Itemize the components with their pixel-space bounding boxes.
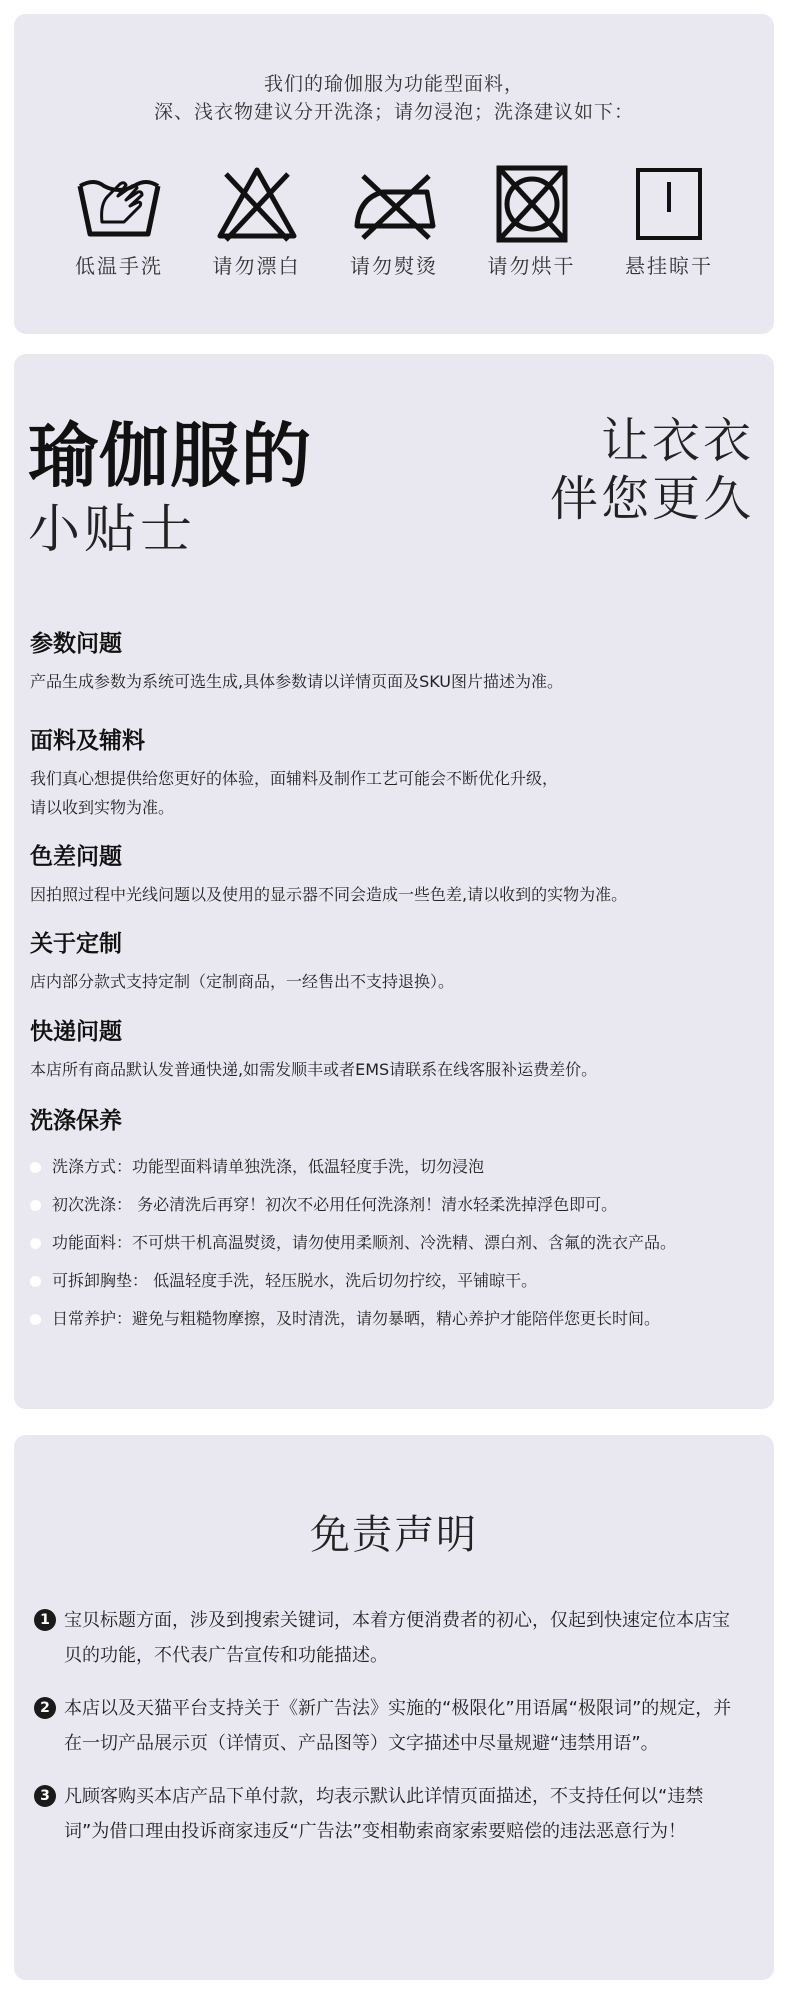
no-iron-icon	[349, 164, 439, 244]
section-title: 色差问题	[30, 844, 122, 870]
section-text	[30, 667, 758, 696]
care-label-hand-wash: 低温手洗	[75, 254, 163, 278]
tips-subtitle: 小贴士	[28, 500, 197, 560]
disclaimer-number-badge: 2	[34, 1697, 56, 1719]
section-fabric	[30, 726, 758, 822]
disclaimer-text: 本店以及天猫平台支持关于《新广告法》实施的“极限化”用语属“极限词”的规定，并在一切产品展示页（详情页、产品图等）文字描述中尽量规避“违禁用语”。	[64, 1698, 732, 1754]
list-item: 可拆卸胸垫： 低温轻度手洗，轻压脱水，洗后切勿拧绞，平铺晾干。	[30, 1262, 758, 1300]
section-title: 参数问题	[30, 631, 122, 657]
care-intro	[14, 70, 774, 126]
disclaimer-item	[34, 1691, 738, 1761]
section-parameters	[30, 629, 758, 696]
section-line: 店内部分款式支持定制（定制商品，一经售出不支持退换）。	[30, 972, 455, 991]
tips-card	[14, 354, 774, 1409]
tips-slogan	[550, 412, 754, 528]
hang-dry-icon	[624, 164, 714, 244]
disclaimer-number-badge: 1	[34, 1609, 56, 1631]
section-line: 产品生成参数为系统可选生成,具体参数请以详情页面及SKU图片描述为准。	[30, 672, 564, 691]
section-title: 快递问题	[30, 1019, 122, 1045]
tips-hero	[28, 414, 312, 562]
care-intro-line1: 我们的瑜伽服为功能型面料，	[263, 73, 524, 95]
section-customization	[30, 929, 758, 996]
list-item: 日常养护：避免与粗糙物摩擦，及时清洗，请勿暴晒，精心养护才能陪伴您更长时间。	[30, 1300, 758, 1338]
section-text	[30, 880, 758, 909]
care-item-hand-wash	[54, 164, 184, 279]
list-item: 初次洗涤： 务必清洗后再穿！初次不必用任何洗涤剂！清水轻柔洗掉浮色即可。	[30, 1186, 758, 1224]
section-title: 面料及辅料	[30, 728, 145, 754]
hand-wash-icon	[74, 164, 164, 244]
list-item: 洗涤方式：功能型面料请单独洗涤，低温轻度手洗，切勿浸泡	[30, 1148, 758, 1186]
no-bleach-icon	[212, 164, 302, 244]
section-text	[30, 967, 758, 996]
section-line: 请以收到实物为准。	[30, 798, 175, 817]
section-title: 关于定制	[30, 931, 122, 957]
care-item-no-bleach	[192, 164, 322, 279]
list-item: 功能面料：不可烘干机高温熨烫，请勿使用柔顺剂、冷洗精、漂白剂、含氟的洗衣产品。	[30, 1224, 758, 1262]
disclaimer-number-badge: 3	[34, 1785, 56, 1807]
section-line: 本店所有商品默认发普通快递,如需发顺丰或者EMS请联系在线客服补运费差价。	[30, 1060, 598, 1079]
care-label-no-tumble-dry: 请勿烘干	[487, 254, 576, 278]
care-icon-row	[54, 164, 734, 279]
care-intro-line2: 深、浅衣物建议分开洗涤；请勿浸泡；洗涤建议如下：	[153, 101, 634, 123]
care-item-no-iron	[329, 164, 459, 279]
disclaimer-text: 凡顾客购买本店产品下单付款，均表示默认此详情页面描述，不支持任何以“违禁词”为借口理由投诉商家违反“广告法”变相勒索商家索要赔偿的违法恶意行为！	[64, 1786, 704, 1842]
care-label-hang-dry: 悬挂晾干	[625, 254, 713, 278]
section-title: 洗涤保养	[30, 1108, 122, 1134]
disclaimer-text: 宝贝标题方面，涉及到搜索关键词，本着方便消费者的初心，仅起到快速定位本店宝贝的功能，不代表广告宣传和功能描述。	[64, 1610, 730, 1666]
care-label-no-bleach: 请勿漂白	[212, 254, 301, 278]
section-shipping	[30, 1017, 758, 1084]
tips-slogan-line2: 伴您更久	[549, 471, 754, 527]
tips-title: 瑜伽服的	[28, 415, 312, 497]
care-item-hang-dry	[604, 164, 734, 279]
disclaimer-card	[14, 1435, 774, 1980]
disclaimer-item	[34, 1603, 738, 1673]
section-line: 因拍照过程中光线问题以及使用的显示器不同会造成一些色差,请以收到的实物为准。	[30, 885, 628, 904]
tips-slogan-line1: 让衣衣	[600, 413, 754, 469]
disclaimer-title: 免责声明	[310, 1512, 478, 1558]
section-text	[30, 1055, 758, 1084]
section-washing	[30, 1106, 758, 1338]
section-color-difference	[30, 842, 758, 909]
disclaimer-list	[34, 1603, 738, 1867]
section-text	[30, 764, 758, 822]
care-instructions-card	[14, 14, 774, 334]
no-tumble-dry-icon	[487, 164, 577, 244]
disclaimer-item	[34, 1779, 738, 1849]
care-label-no-iron: 请勿熨烫	[350, 254, 438, 278]
care-item-no-tumble-dry	[467, 164, 597, 279]
washing-list	[30, 1148, 758, 1338]
section-line: 我们真心想提供给您更好的体验，面辅料及制作工艺可能会不断优化升级，	[30, 769, 559, 788]
